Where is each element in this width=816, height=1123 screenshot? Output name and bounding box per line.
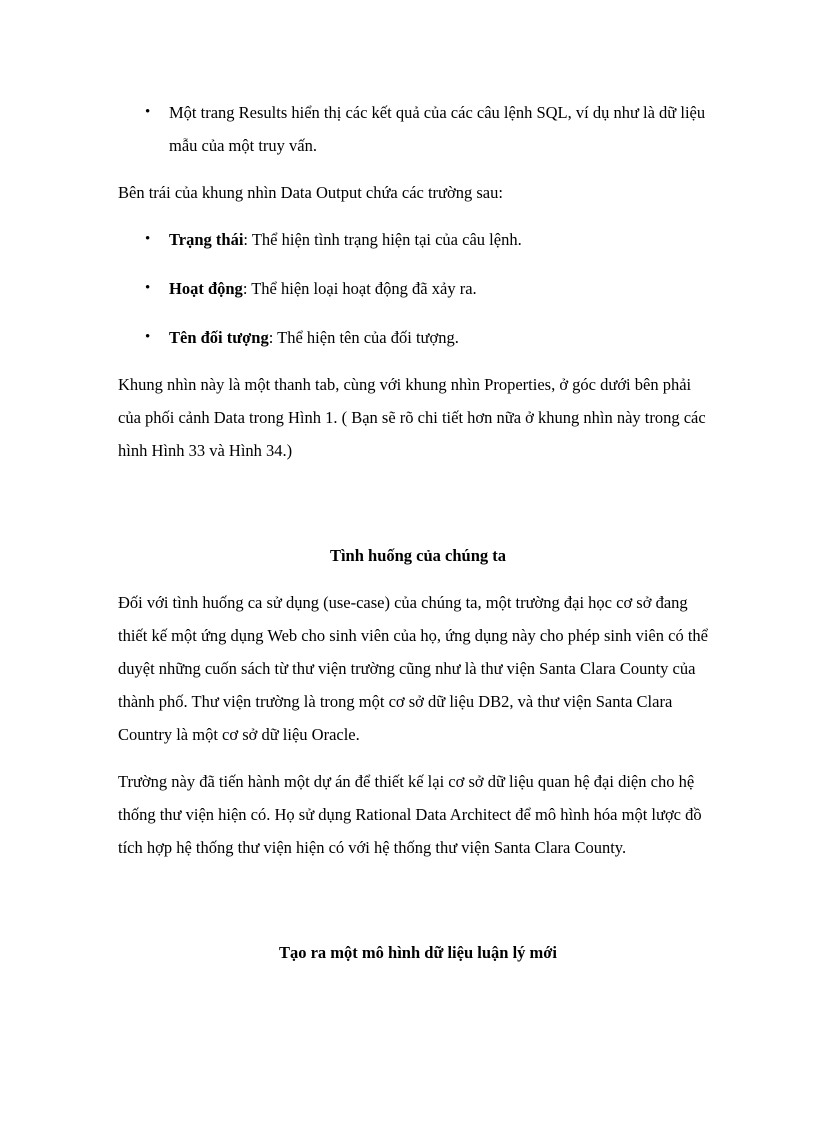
- field-description: : Thể hiện tên của đối tượng.: [268, 328, 459, 347]
- paragraph-data-output: Bên trái của khung nhìn Data Output chứa các trường sau:: [118, 183, 503, 202]
- paragraph-view-tab: Khung nhìn này là một thanh tab, cùng với khung nhìn Properties, ở góc dưới bên phải của phối cảnh Data trong Hình 1. ( Bạn sẽ rõ chi tiết hơn nữa ở khung nhìn này trong các hình Hình 33 và Hình 34.): [118, 375, 706, 460]
- document-page: [118, 96, 718, 969]
- section-heading-new-model: Tạo ra một mô hình dữ liệu luận lý mới: [278, 943, 558, 962]
- field-term: Trạng thái: [169, 230, 244, 249]
- list-item: [118, 272, 718, 305]
- list-item: [118, 223, 718, 256]
- bullet-text: Một trang Results hiển thị các kết quả của các câu lệnh SQL, ví dụ như là dữ liệu mẫu của một truy vấn.: [169, 103, 706, 155]
- field-term: Tên đối tượng: [169, 328, 269, 347]
- field-description: : Thể hiện tình trạng hiện tại của câu lệnh.: [243, 230, 522, 249]
- list-item: [118, 321, 718, 354]
- field-term: Hoạt động: [169, 279, 243, 298]
- field-description: : Thể hiện loại hoạt động đã xảy ra.: [242, 279, 477, 298]
- paragraph-scenario-2: Trường này đã tiến hành một dự án để thiết kế lại cơ sở dữ liệu quan hệ đại diện cho hệ thống thư viện hiện có. Họ sử dụng Rational Data Architect để mô hình hóa một lược đồ tích hợp hệ thống thư viện hiện có với hệ thống thư viện Santa Clara County.: [118, 772, 702, 857]
- paragraph-scenario-1: Đối với tình huống ca sử dụng (use-case) của chúng ta, một trường đại học cơ sở đang thiết kế một ứng dụng Web cho sinh viên của họ, ứng dụng này cho phép sinh viên có thể duyệt những cuốn sách từ thư viện trường cũng như là thư viện Santa Clara County của thành phố. Thư viện trường là trong một cơ sở dữ liệu DB2, và thư viện Santa Clara Country là một cơ sở dữ liệu Oracle.: [118, 593, 708, 744]
- fields-bullet-list: [118, 223, 718, 354]
- results-bullet-list: [118, 96, 718, 162]
- section-heading-scenario: Tình huống của chúng ta: [329, 546, 507, 565]
- list-item: [118, 96, 718, 162]
